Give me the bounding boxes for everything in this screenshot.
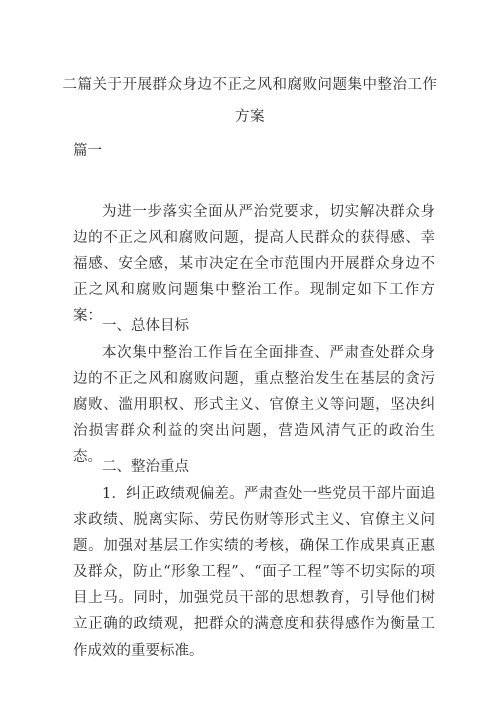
goal-paragraph: 本次集中整治工作旨在全面排查、严肃查处群众身边的不正之风和腐败问题，重点整治发生在基层的贪污腐败、滥用职权、形式主义、官僚主义等问题，坚决纠治损害群众利益的突出问题，营造风清气正的政治生态。 <box>73 345 435 466</box>
document-title-line1: 二篇关于开展群众身边不正之风和腐败问题集中整治工作 <box>62 77 438 93</box>
section-label: 篇一 <box>73 143 102 159</box>
focus-item-1-paragraph: 1．纠正政绩观偏差。严肃查处一些党员干部片面追求政绩、脱离实际、劳民伤财等形式主义、官僚主义问题。加强对基层工作实绩的考核，确保工作成果真正惠及群众，防止“形象工程”、“面子工程”等不切实际的项目上马。同时，加强党员干部的思想教育，引导他们树立正确的政绩观，把群众的满意度和获得感作为衡量工作成效的重要标准。 <box>73 486 435 659</box>
heading-overall-goal: 一、总体目标 <box>102 318 189 334</box>
intro-paragraph: 为进一步落实全面从严治党要求，切实解决群众身边的不正之风和腐败问题，提高人民群众的获得感、幸福感、安全感，某市决定在全市范围内开展群众身边不正之风和腐败问题集中整治工作。现制定如下工作方案： <box>73 204 435 325</box>
document-title-line2: 方案 <box>235 109 265 125</box>
heading-key-focus: 二、整治重点 <box>102 459 189 475</box>
